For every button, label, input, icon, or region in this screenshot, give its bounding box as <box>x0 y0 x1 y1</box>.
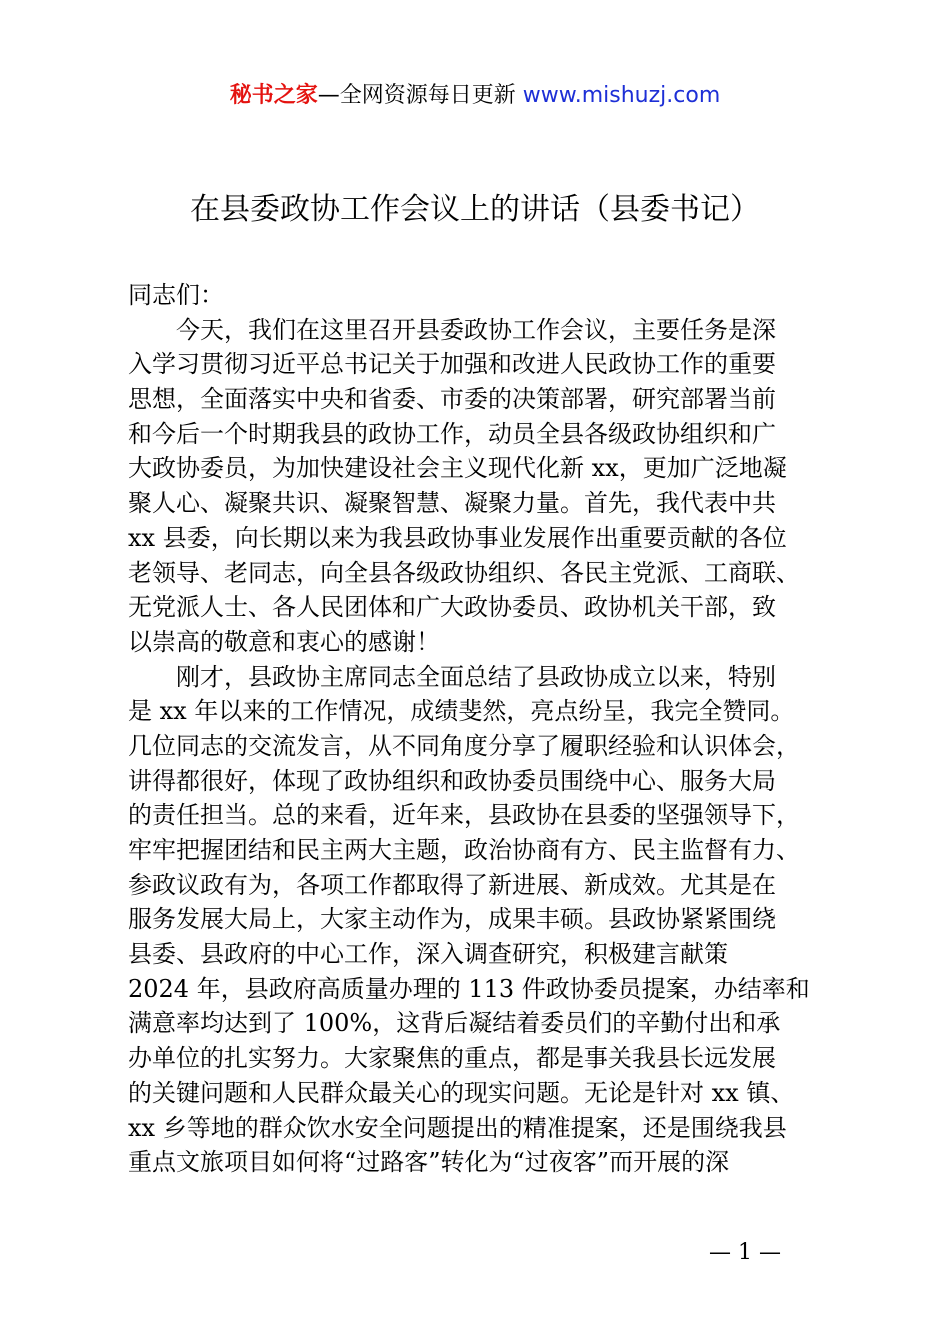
paragraph-line: 参政议政有为，各项工作都取得了新进展、新成效。尤其是在 <box>128 870 776 899</box>
paragraph-line: 的责任担当。总的来看，近年来，县政协在县委的坚强领导下， <box>128 801 800 830</box>
paragraph-line: 大政协委员，为加快建设社会主义现代化新 xx，更加广泛地凝 <box>128 454 787 483</box>
paragraph-line: 重点文旅项目如何将“过路客”转化为“过夜客”而开展的深 <box>128 1148 730 1177</box>
paragraph-line: 几位同志的交流发言，从不同角度分享了履职经验和认识体会， <box>128 731 800 760</box>
paragraph-line: xx 县委，向长期以来为我县政协事业发展作出重要贡献的各位 <box>128 523 787 552</box>
paragraph-line: 服务发展大局上，大家主动作为，成果丰硕。县政协紧紧围绕 <box>128 905 776 934</box>
site-tagline: —全网资源每日更新 <box>317 83 516 108</box>
salutation: 同志们： <box>128 281 224 309</box>
paragraph-line: 是 xx 年以来的工作情况，成绩斐然，亮点纷呈，我完全赞同。 <box>128 697 795 726</box>
paragraph-line: 的关键问题和人民群众最关心的现实问题。无论是针对 xx 镇、 <box>128 1078 795 1107</box>
paragraph-line: 办单位的扎实努力。大家聚焦的重点，都是事关我县长远发展 <box>128 1044 776 1073</box>
page-number: — 1 — <box>709 1240 781 1265</box>
paragraph-line: 牢牢把握团结和民主两大主题，政治协商有方、民主监督有力、 <box>128 836 800 864</box>
paragraph-line: 以崇高的敬意和衷心的感谢！ <box>128 627 440 656</box>
paragraph-line: 无党派人士、各人民团体和广大政协委员、政协机关干部，致 <box>128 593 776 622</box>
paragraph-line: 入学习贯彻习近平总书记关于加强和改进人民政协工作的重要 <box>128 350 776 379</box>
paragraph-line: 老领导、老同志，向全县各级政协组织、各民主党派、工商联、 <box>128 558 800 587</box>
paragraph-line: 县委、县政府的中心工作，深入调查研究，积极建言献策 <box>128 940 728 969</box>
site-header <box>0 80 950 112</box>
site-url-link[interactable]: www.mishuzj.com <box>522 83 721 108</box>
paragraph-line: 和今后一个时期我县的政协工作，动员全县各级政协组织和广 <box>128 419 776 448</box>
paragraph-line: 2024 年，县政府高质量办理的 113 件政协委员提案，办结率和 <box>128 974 810 1003</box>
speech-body <box>128 278 828 1180</box>
paragraph-line: 讲得都很好，体现了政协组织和政协委员围绕中心、服务大局 <box>128 766 776 795</box>
paragraph-line: 思想，全面落实中央和省委、市委的决策部署，研究部署当前 <box>128 385 776 414</box>
paragraph-line: 今天，我们在这里召开县委政协工作会议，主要任务是深 <box>176 315 776 344</box>
paragraph-line: 刚才，县政协主席同志全面总结了县政协成立以来，特别 <box>176 662 776 691</box>
paragraph-line: xx 乡等地的群众饮水安全问题提出的精准提案，还是围绕我县 <box>128 1113 787 1142</box>
paragraph-line: 聚人心、凝聚共识、凝聚智慧、凝聚力量。首先，我代表中共 <box>128 489 776 518</box>
page-title: 在县委政协工作会议上的讲话（县委书记） <box>190 192 760 227</box>
site-brand: 秘书之家 <box>229 83 318 108</box>
paragraph-line: 满意率均达到了 100%，这背后凝结着委员们的辛勤付出和承 <box>128 1009 781 1038</box>
